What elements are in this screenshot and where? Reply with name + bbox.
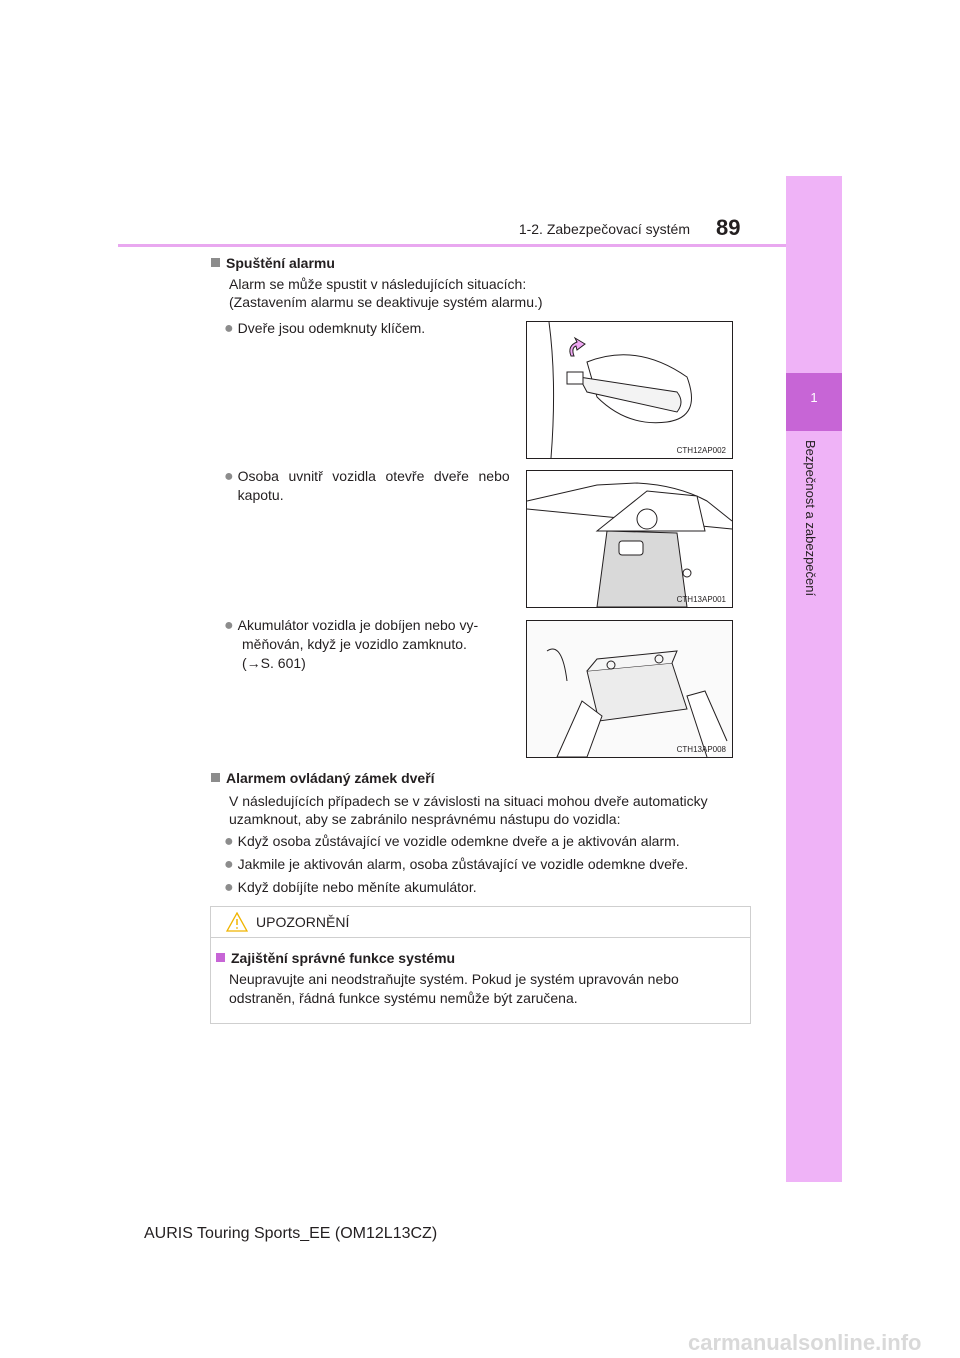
car-interior-illustration [527,471,732,607]
section1-heading-text: Spuštění alarmu [226,255,335,271]
bullet-dot-icon: ● [224,468,234,485]
section2-heading-text: Alarmem ovládaný zámek dveří [226,770,435,786]
list-item-text: Dveře jsou odemknuty klíčem. [237,320,426,336]
section1-intro-line1: Alarm se může spustit v následujících situacích: [229,276,527,292]
chapter-number: 1 [810,390,818,405]
page-reference-link[interactable]: (→S. 601) [242,655,306,671]
battery-illustration [527,621,732,757]
footer-model: AURIS Touring Sports_EE (OM12L13CZ) [144,1225,438,1242]
list-item-text: Osoba uvnitř vozidla otevře dveře nebo kapotu. [237,468,510,503]
section1-heading [211,255,335,271]
warning-body-line2: odstraněn, řádná funkce systému nemůže být zaručena. [229,990,578,1006]
figure-person-in-car [526,470,733,608]
section2-intro-line1: V následujících případech se v závislosti na situaci mohou dveře automaticky [229,793,708,809]
warning-divider [211,937,750,938]
page-number: 89 [716,215,741,240]
figure-door-key [526,321,733,459]
list-item-text: Jakmile je aktivován alarm, osoba zůstávající ve vozidle odemkne dveře. [237,856,689,872]
warning-box [210,906,751,1024]
section2-intro-line2: uzamknout, aby se zabránilo nesprávnému nástupu do vozidla: [229,811,621,827]
square-bullet-icon [211,258,220,267]
section-title: 1-2. Zabezpečovací systém [518,221,690,237]
list-item [224,832,680,851]
list-item [224,467,514,505]
list-item-text: Když dobíjíte nebo měníte akumulátor. [237,879,477,895]
warning-heading-text: Zajištění správné funkce systému [231,950,456,966]
list-item [224,616,514,673]
header-rule [118,244,786,247]
warning-label: UPOZORNĚNÍ [256,914,350,930]
bullet-dot-icon: ● [224,617,234,634]
door-handle-illustration [527,322,732,458]
square-bullet-icon [211,773,220,782]
list-item [224,878,477,897]
figure-code: CTH12AP002 [676,446,726,455]
bullet-dot-icon: ● [224,833,234,850]
bullet-dot-icon: ● [224,320,234,337]
warning-triangle-icon [226,912,248,937]
bullet-dot-icon: ● [224,879,234,896]
list-item-text: Když osoba zůstávající ve vozidle odemkne dveře a je aktivován alarm. [237,833,680,849]
list-item-line [224,467,514,505]
list-item [224,319,514,338]
side-tab-strip [786,176,842,1182]
bullet-dot-icon: ● [224,856,234,873]
figure-battery [526,620,733,758]
warning-heading [216,950,455,966]
figure-code: CTH13AP008 [676,745,726,754]
warning-body-line1: Neupravujte ani neodstraňujte systém. Pokud je systém upravován nebo [229,971,679,987]
figure-code: CTH13AP001 [676,595,726,604]
section1-intro-line2: (Zastavením alarmu se deaktivuje systém alarmu.) [229,294,543,310]
watermark: carmanualsonline.info [688,1330,922,1355]
list-item-text-line2: měňován, když je vozidlo zamknuto. [242,636,467,652]
chapter-label: Bezpečnost a zabezpečení [803,440,818,597]
section2-heading [211,770,435,786]
list-item [224,855,688,874]
list-item-text-line1: Akumulátor vozidla je dobíjen nebo vy- [237,617,479,633]
square-bullet-icon [216,953,225,962]
